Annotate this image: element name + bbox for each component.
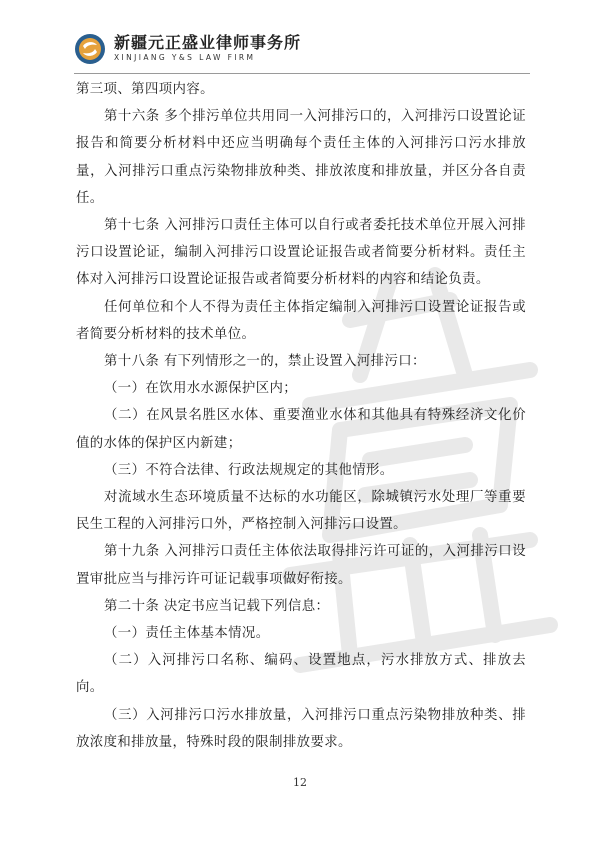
firm-name-cn: 新疆元正盛业律师事务所 <box>114 33 302 52</box>
paragraph: 任何单位和个人不得为责任主体指定编制入河排污口设置论证报告或者简要分析材料的技术单位。 <box>76 299 526 342</box>
header-rule <box>74 73 530 74</box>
page-number: 12 <box>293 776 307 789</box>
document-body <box>76 76 526 756</box>
paragraph: （二）入河排污口名称、编码、设置地点，污水排放方式、排放去向。 <box>76 653 526 696</box>
paragraph: 第十八条 有下列情形之一的，禁止设置入河排污口： <box>104 354 426 370</box>
paragraph: （三）不符合法律、行政法规规定的其他情形。 <box>104 462 394 478</box>
paragraph: 第十九条 入河排污口责任主体依法取得排污许可证的，入河排污口设置审批应当与排污许可证记载事项做好衔接。 <box>76 544 526 587</box>
paragraph: （三）入河排污口污水排放量，入河排污口重点污染物排放种类、排放浓度和排放量，特殊时段的限制排放要求。 <box>76 707 526 750</box>
paragraph: 第三项、第四项内容。 <box>76 82 214 97</box>
paragraph: 第十七条 入河排污口责任主体可以自行或者委托技术单位开展入河排污口设置论证，编制入河排污口设置论证报告或者简要分析材料。责任主体对入河排污口设置论证报告或者简要分析材料的内容和结论负责。 <box>76 218 526 288</box>
paragraph: 第十六条 多个排污单位共用同一入河排污口的，入河排污口设置论证报告和简要分析材料中还应当明确每个责任主体的入河排污口污水排放量，入河排污口重点污染物排放种类、排放浓度和排放量，并区分各自责任。 <box>76 109 526 206</box>
letterhead <box>74 28 301 70</box>
paragraph: 第二十条 决定书应当记载下列信息： <box>104 598 330 614</box>
paragraph: 对流域水生态环境质量不达标的水功能区，除城镇污水处理厂等重要民生工程的入河排污口外，严格控制入河排污口设置。 <box>76 490 526 533</box>
paragraph: （二）在风景名胜区水体、重要渔业水体和其他具有特殊经济文化价值的水体的保护区内新建； <box>76 408 526 451</box>
paragraph: （一）在饮用水水源保护区内； <box>104 381 298 397</box>
firm-logo-icon <box>74 33 106 65</box>
firm-name-en: XINJIANG Y&S LAW FIRM <box>114 53 256 62</box>
paragraph: （一）责任主体基本情况。 <box>104 626 270 642</box>
